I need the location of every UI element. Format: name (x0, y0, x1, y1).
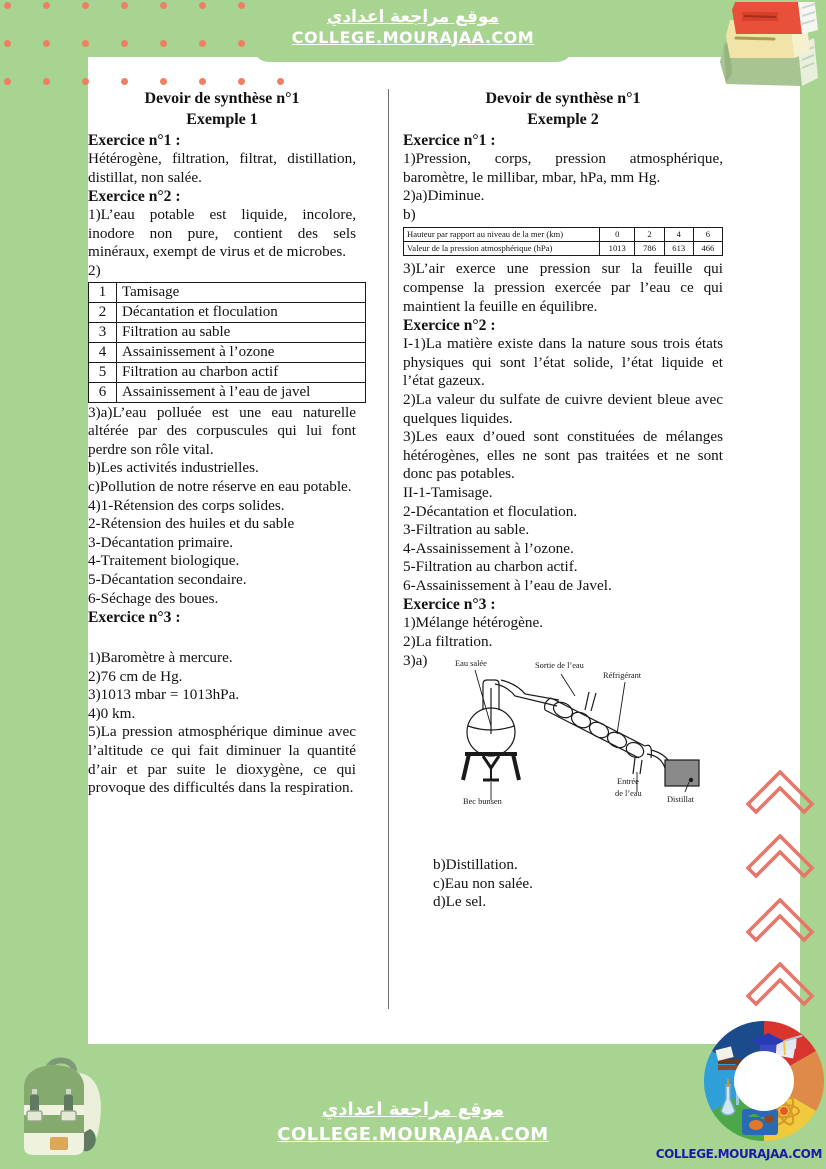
left-q4-list (88, 497, 356, 609)
figure-label-distillat: Distillat (667, 795, 694, 805)
table-row (89, 382, 366, 402)
footer-brand (253, 1097, 573, 1147)
header-arabic-title: موقع مراجعة اعدادي (326, 7, 500, 27)
right-part2-line: 6-Assainissement à l’eau de Javel. (403, 576, 612, 594)
left-column (72, 89, 372, 798)
right-exercice3-tail-list (403, 856, 723, 912)
left-exercice2-heading: Exercice n°2 : (88, 188, 181, 206)
watermark-url: COLLEGE.MOURAJAA.COM (655, 1147, 822, 1161)
pressure-table-row1-v1: 2 (635, 228, 664, 242)
pressure-table-row2-v0: 1013 (600, 242, 635, 256)
table-row (404, 228, 723, 242)
step-number: 1 (89, 282, 117, 302)
left-q3a: 3)a)L’eau polluée est une eau naturelle altérée par des corpuscules qui lui font perdre son rôle vital. (88, 403, 356, 458)
left-q3b: b)Les activités industrielles. (88, 459, 259, 477)
table-row (89, 322, 366, 342)
step-number: 6 (89, 382, 117, 402)
right-part2-line: 3-Filtration au sable. (403, 521, 530, 539)
left-exercice3-line: 3)1013 mbar = 1013hPa. (88, 686, 240, 704)
right-exercice1-heading: Exercice n°1 : (403, 132, 496, 149)
right-exercice3-q3a-label: 3)a) (403, 651, 428, 669)
table-row (89, 282, 366, 302)
right-exercice3-heading: Exercice n°3 : (403, 596, 496, 614)
figure-label-eau-salee: Eau salée (455, 659, 487, 669)
right-exercice1-p3: 3)L’air exerce une pression sur la feuille qui compense la pression exercée par l’eau ce qui maintient la feuille en équilibre. (403, 260, 723, 315)
pressure-table-row2-label: Valeur de la pression atmosphérique (hPa) (404, 242, 600, 256)
step-label: Filtration au charbon actif (117, 362, 366, 382)
books-stack-icon (702, 2, 822, 94)
right-exercice1-p2a: 2)a)Diminue. (403, 187, 485, 205)
header-brand (253, 6, 573, 48)
table-row (89, 302, 366, 322)
right-exercice3-tail-line: d)Le sel. (433, 893, 487, 911)
left-exercice2-p1: 1)L’eau potable est liquide, incolore, inodore non pure, contient des sels minéraux, exempt de virus et de microbes. (88, 206, 356, 261)
atmospheric-pressure-table (403, 227, 723, 256)
figure-label-entree-2: de l’eau (615, 789, 642, 799)
left-title-line2: Exemple 1 (186, 111, 258, 128)
footer-arabic-title: موقع مراجعة اعدادي (321, 1099, 505, 1120)
table-row (89, 362, 366, 382)
left-exercice1-heading: Exercice n°1 : (88, 132, 181, 149)
table-row (89, 342, 366, 362)
right-column (403, 89, 723, 912)
left-exercice3-list (88, 649, 356, 723)
distillation-figure (403, 651, 723, 812)
figure-label-entree-1: Entrée (617, 777, 639, 787)
right-exercice1-p1: 1)Pression, corps, pression atmosphérique, baromètre, le millibar, mbar, hPa, mm Hg. (403, 150, 723, 186)
right-part2-list (403, 484, 723, 596)
pressure-table-row1-label: Hauteur par rapport au niveau de la mer (km) (404, 228, 600, 242)
right-exercice2-I1: I-1)La matière existe dans la nature sous trois états physiques qui sont l’état solide, l’état liquide et l’état gazeux. (403, 335, 723, 390)
right-exercice3-q2: 2)La filtration. (403, 633, 493, 651)
right-exercice2-q2: 2)La valeur du sulfate de cuivre devient bleue avec quelques liquides. (403, 390, 723, 427)
step-label: Assainissement à l’ozone (117, 342, 366, 362)
left-title-line1: Devoir de synthèse n°1 (144, 90, 300, 107)
table-row (404, 242, 723, 256)
step-number: 5 (89, 362, 117, 382)
pressure-table-row1-v2: 4 (664, 228, 693, 242)
left-q4-line: 2-Rétension des huiles et du sable (88, 515, 295, 533)
distillation-apparatus-diagram (439, 654, 709, 804)
right-part2-line: II-1-Tamisage. (403, 483, 493, 501)
education-wheel-icon (700, 1017, 826, 1145)
column-divider (388, 89, 389, 1009)
right-part2-line: 4-Assainissement à l’ozone. (403, 539, 574, 557)
backpack-icon (6, 1043, 118, 1163)
step-number: 4 (89, 342, 117, 362)
right-exercice3-tail-line: b)Distillation. (433, 856, 518, 874)
left-q3c: c)Pollution de notre réserve en eau potable. (88, 477, 352, 495)
right-exercice3-q1: 1)Mélange hétérogène. (403, 614, 543, 632)
left-exercice3-line: 1)Baromètre à mercure. (88, 649, 233, 667)
step-label: Filtration au sable (117, 322, 366, 342)
figure-label-bec-bunsen: Bec bunsen (463, 797, 502, 805)
left-exercice2-p2-label: 2) (88, 261, 101, 279)
water-treatment-steps-table (88, 282, 366, 403)
right-exercice3-tail-line: c)Eau non salée. (433, 874, 533, 892)
footer-website-url: COLLEGE.MOURAJAA.COM (277, 1124, 549, 1145)
header-website-url: COLLEGE.MOURAJAA.COM (291, 28, 535, 47)
step-number: 3 (89, 322, 117, 342)
left-q4-line: 5-Décantation secondaire. (88, 570, 247, 588)
step-label: Décantation et floculation (117, 302, 366, 322)
step-number: 2 (89, 302, 117, 322)
document-content (88, 57, 800, 1044)
right-exercice2-q3: 3)Les eaux d’oued sont constituées de mélanges hétérogènes, elles ne sont pas traitées et ne sont donc pas potables. (403, 428, 723, 483)
left-exercice3-line: 4)0 km. (88, 704, 136, 722)
figure-label-refrigerant: Réfrigérant (603, 671, 642, 681)
left-exercice3-heading: Exercice n°3 : (88, 609, 181, 627)
right-title-line1: Devoir de synthèse n°1 (485, 90, 641, 107)
figure-label-sortie: Sortie de l’eau (535, 661, 584, 671)
pressure-table-row2-v3: 466 (693, 242, 722, 256)
pressure-table-row1-v0: 0 (600, 228, 635, 242)
right-exercice1-p2b: b) (403, 205, 416, 223)
left-q4-line: 4)1-Rétension des corps solides. (88, 496, 285, 514)
left-exercice1-text: Hétérogène, filtration, filtrat, distillation, distillat, non salée. (88, 150, 356, 186)
pressure-table-row2-v2: 613 (664, 242, 693, 256)
step-label: Tamisage (117, 282, 366, 302)
left-q4-line: 4-Traitement biologique. (88, 552, 240, 570)
right-title-line2: Exemple 2 (527, 111, 599, 128)
pressure-table-row2-v1: 786 (635, 242, 664, 256)
left-q4-line: 6-Séchage des boues. (88, 589, 219, 607)
left-exercice3-line: 2)76 cm de Hg. (88, 667, 183, 685)
right-part2-line: 2-Décantation et floculation. (403, 502, 578, 520)
left-exercice3-p5: 5)La pression atmosphérique diminue avec l’altitude ce qui fait diminuer la quantité d’air et par suite le dioxygène, ce qui provoque des difficultés dans la respiration. (88, 723, 356, 797)
step-label: Assainissement à l’eau de javel (117, 382, 366, 402)
left-q4-line: 3-Décantation primaire. (88, 533, 234, 551)
pressure-table-row1-v3: 6 (693, 228, 722, 242)
right-exercice2-heading: Exercice n°2 : (403, 317, 496, 335)
right-part2-line: 5-Filtration au charbon actif. (403, 558, 578, 576)
